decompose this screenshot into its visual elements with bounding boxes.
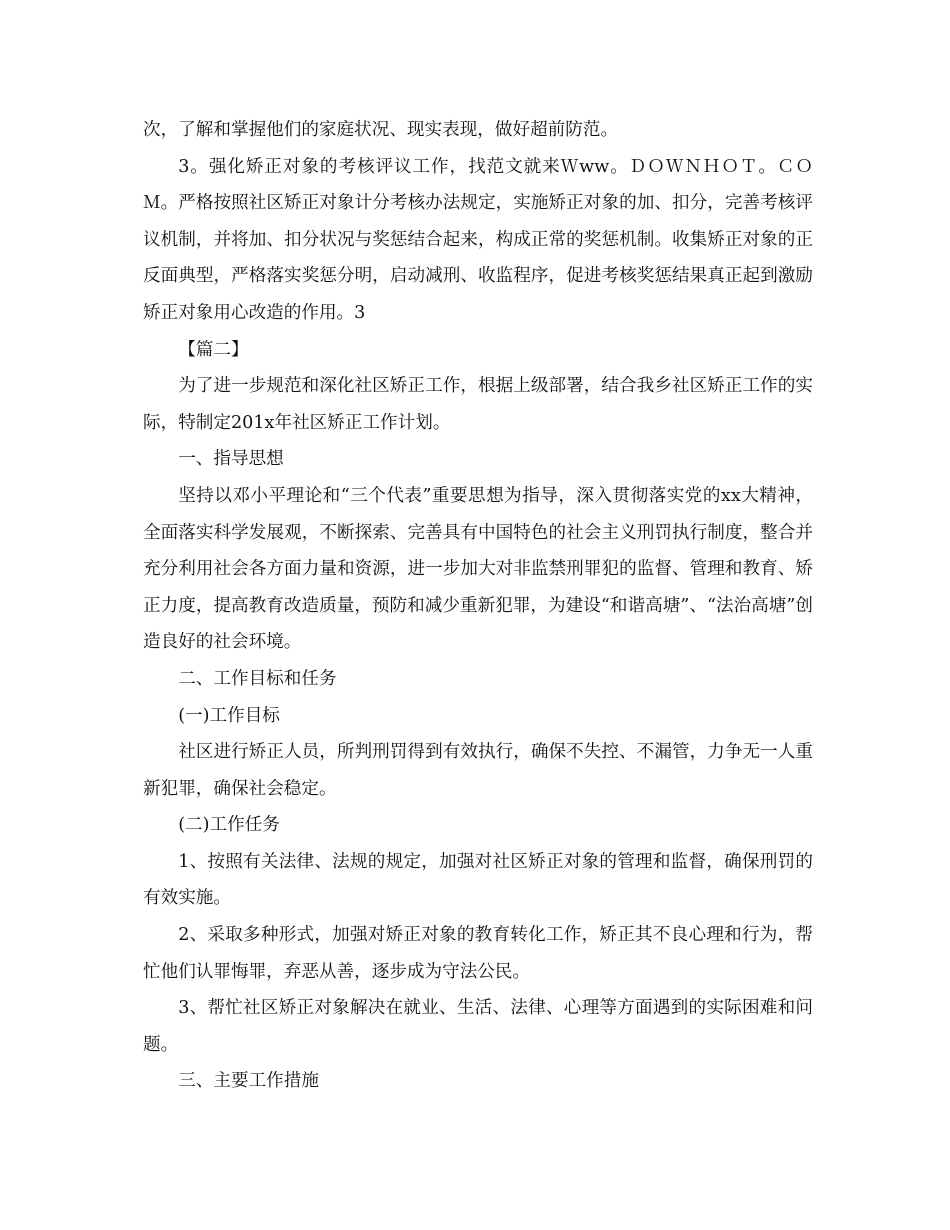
heading-goals-and-tasks: 二、工作目标和任务 (178, 668, 337, 689)
paragraph-work-goals: 社区进行矫正人员，所判刑罚得到有效执行，确保不失控、不漏管，力争无一人重新犯罪，确保社会稳定。 (143, 742, 813, 799)
list-item-task-2: 2、采取多种形式，加强对矫正对象的教育转化工作，矫正其不良心理和行为，帮忙他们认罪悔罪，弃恶从善，逐步成为守法公民。 (143, 925, 813, 982)
list-item-task-1: 1、按照有关法律、法规的规定，加强对社区矫正对象的管理和监督，确保刑罚的有效实施。 (143, 851, 813, 909)
paragraph-intro: 为了进一步规范和深化社区矫正工作，根据上级部署，结合我乡社区矫正工作的实际，特制定201x年社区矫正工作计划。 (143, 376, 813, 433)
paragraph-guiding-ideology: 坚持以邓小平理论和“三个代表”重要思想为指导，深入贯彻落实党的xx大精神，全面落实科学发展观，不断探索、完善具有中国特色的社会主义刑罚执行制度，整合并充分利用社会各方面力量和资源，进一步加大对非监禁刑罪犯的监督、管理和教育、矫正力度，提高教育改造质量，预防和减少重新犯罪，为建设“和谐高塘”、“法治高塘”创造良好的社会环境。 (143, 485, 813, 653)
section-heading-part-two: 【篇二】 (178, 339, 249, 360)
heading-guiding-ideology: 一、指导思想 (178, 449, 284, 470)
subheading-work-goals: (一)工作目标 (178, 705, 280, 726)
list-item-task-3: 3、帮忙社区矫正对象解决在就业、生活、法律、心理等方面遇到的实际困难和问题。 (143, 998, 813, 1055)
heading-main-measures: 三、主要工作措施 (178, 1071, 319, 1092)
paragraph-assessment: 3。强化矫正对象的考核评议工作，找范文就来Ｗww。ＤＯＷＮＨＯＴ。ＣＯＭ。严格按照社区矫正对象计分考核办法规定，实施矫正对象的加、扣分，完善考核评议机制，并将加、扣分状况与奖惩结合起来，构成正常的奖惩机制。收集矫正对象的正反面典型，严格落实奖惩分明，启动减刑、收监程序，促进考核奖惩结果真正起到激励矫正对象用心改造的作用。3 (143, 156, 813, 323)
document-body (143, 112, 813, 1100)
subheading-work-tasks: (二)工作任务 (178, 815, 280, 836)
paragraph-continuation: 次，了解和掌握他们的家庭状况、现实表现，做好超前防范。 (143, 120, 619, 140)
